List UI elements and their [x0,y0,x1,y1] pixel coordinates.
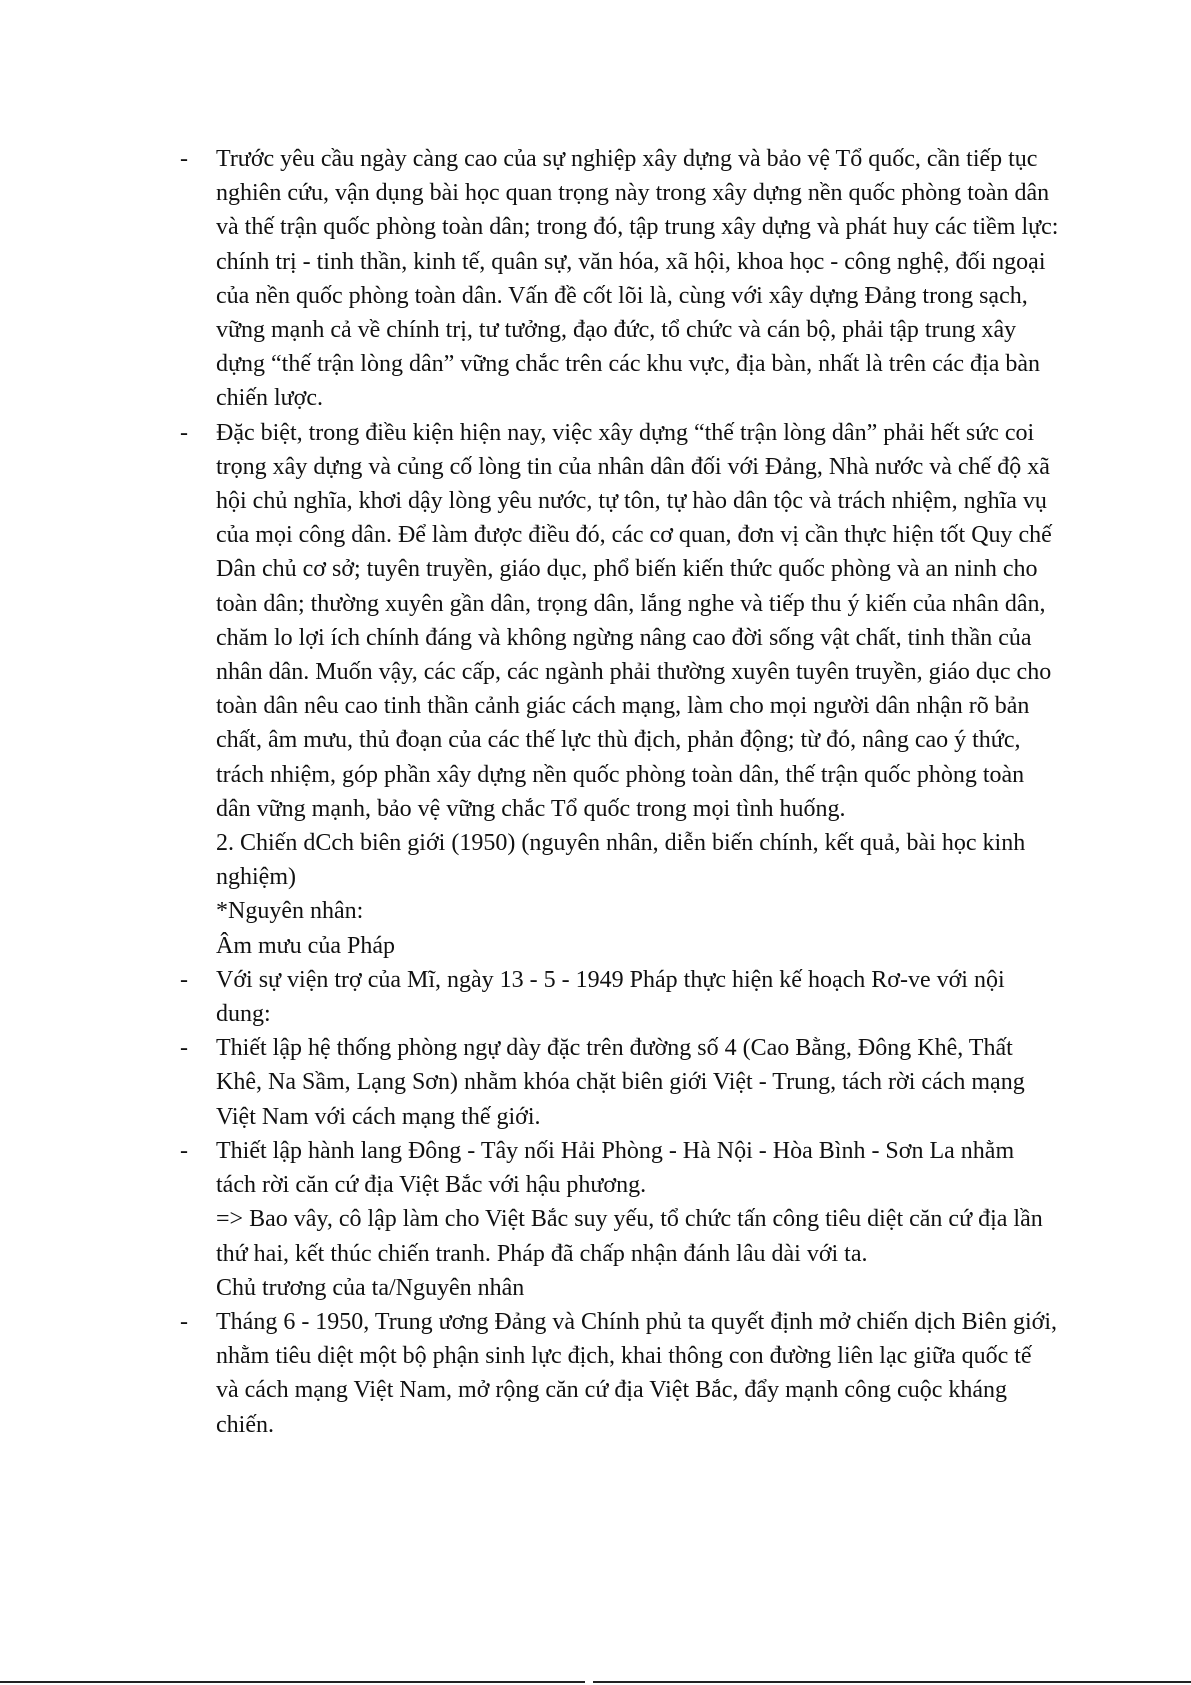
page-bottom-divider-gap [585,1681,593,1683]
section-heading: 2. Chiến dCch biên giới (1950) (nguyên nhân, diễn biến chính, kết quả, bài học kinh nghiệm) [216,830,1026,891]
conclusion-text: => Bao vây, cô lập làm cho Việt Bắc suy yếu, tổ chức tấn công tiêu diệt căn cứ địa lần thứ hai, kết thúc chiến tranh. Pháp đã chấp nhận đánh lâu dài với ta. [216,1206,1043,1267]
bullet-dash: - [180,419,188,446]
paragraph-text: Tháng 6 - 1950, Trung ương Đảng và Chính phủ ta quyết định mở chiến dịch Biên giới, nhằm tiêu diệt một bộ phận sinh lực địch, khai thông con đường liên lạc giữa quốc tế và cách mạng Việt Nam, mở rộng căn cứ địa Việt Bắc, đẩy mạnh công cuộc kháng chiến. [216,1308,1058,1438]
paragraph-text: Trước yêu cầu ngày càng cao của sự nghiệp xây dựng và bảo vệ Tổ quốc, cần tiếp tục nghiên cứu, vận dụng bài học quan trọng này trong xây dựng nền quốc phòng toàn dân và thế trận quốc phòng toàn dân; trong đó, tập trung xây dựng và phát huy các tiềm lực: chính trị - tinh thần, kinh tế, quân sự, văn hóa, xã hội, khoa học - công nghệ, đối ngoại của nền quốc phòng toàn dân. Vấn đề cốt lõi là, cùng với xây dựng Đảng trong sạch, vững mạnh cả về chính trị, tư tưởng, đạo đức, tổ chức và cán bộ, phải tập trung xây dựng “thế trận lòng dân” vững chắc trên các khu vực, địa bàn, nhất là trên các địa bàn chiến lược. [216,146,1059,412]
bullet-dash: - [180,1137,188,1164]
bullet-dash: - [180,1035,188,1062]
subheading: *Nguyên nhân: [216,898,364,925]
subheading: Âm mưu của Pháp [216,932,395,959]
paragraph-text: Với sự viện trợ của Mĩ, ngày 13 - 5 - 1949 Pháp thực hiện kế hoạch Rơ-ve với nội dung: [216,966,1005,1028]
bullet-dash: - [180,146,188,172]
bullet-dash: - [180,1308,188,1335]
bullet-paragraph [180,963,1060,1031]
document-body [180,142,1060,1442]
subheading: Chủ trương của ta/Nguyên nhân [216,1274,525,1301]
bullet-paragraph [180,1031,1060,1134]
bullet-paragraph [180,1134,1060,1202]
paragraph-text: Thiết lập hệ thống phòng ngự dày đặc trên đường số 4 (Cao Bằng, Đông Khê, Thất Khê, Na Sầm, Lạng Sơn) nhằm khóa chặt biên giới Việt - Trung, tách rời cách mạng Việt Nam với cách mạng thế giới. [216,1035,1025,1130]
bullet-dash: - [180,966,188,993]
bullet-paragraph [180,1305,1060,1442]
paragraph-text: Thiết lập hành lang Đông - Tây nối Hải Phòng - Hà Nội - Hòa Bình - Sơn La nhằm tách rời căn cứ địa Việt Bắc với hậu phương. [216,1137,1015,1199]
bullet-paragraph [180,416,1060,826]
page-bottom-divider [0,1681,1191,1683]
bullet-paragraph [180,142,1060,416]
paragraph-text: Đặc biệt, trong điều kiện hiện nay, việc xây dựng “thế trận lòng dân” phải hết sức coi trọng xây dựng và củng cố lòng tin của nhân dân đối với Đảng, Nhà nước và chế độ xã hội chủ nghĩa, khơi dậy lòng yêu nước, tự tôn, tự hào dân tộc và trách nhiệm, nghĩa vụ của mọi công dân. Để làm được điều đó, các cơ quan, đơn vị cần thực hiện tốt Quy chế Dân chủ cơ sở; tuyên truyền, giáo dục, phổ biến kiến thức quốc phòng và an ninh cho toàn dân; thường xuyên gần dân, trọng dân, lắng nghe và tiếp thu ý kiến của nhân dân, chăm lo lợi ích chính đáng và không ngừng nâng cao đời sống vật chất, tinh thần của nhân dân. Muốn vậy, các cấp, các ngành phải thường xuyên tuyên truyền, giáo dục cho toàn dân nêu cao tinh thần cảnh giác cách mạng, làm cho mọi người dân nhận rõ bản chất, âm mưu, thủ đoạn của các thế lực thù địch, phản động; từ đó, nâng cao ý thức, trách nhiệm, góp phần xây dựng nền quốc phòng toàn dân, thế trận quốc phòng toàn dân vững mạnh, bảo vệ vững chắc Tổ quốc trong mọi tình huống. [216,419,1052,822]
